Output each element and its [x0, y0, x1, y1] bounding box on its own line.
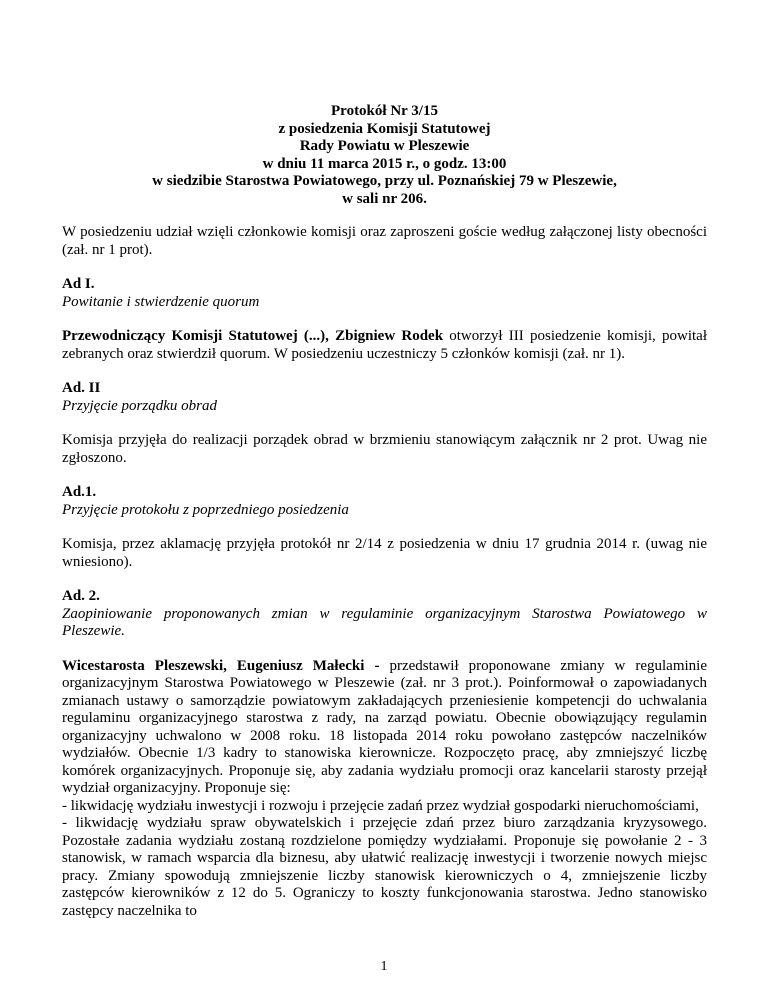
paragraph-text: przedstawił proponowane zmiany w regulaminie organizacyjnym Starostwa Powiatowego w Pleszewie (zał. nr 3 prot.). Poinformował o zapowiadanych zmianach ustawy o samorządzie powiatowym zakładających przeniesienie kompetencji do uchwalania regulaminu organizacyjnego starostwa z rady, na zarząd powiatu. Obecnie obowiązujący regulamin organizacyjny uchwalono w 2008 roku. 18 listopada 2014 roku powołano zastępców naczelników wydziałów. Obecnie 1/3 kadry to stanowiska kierownicze. Rozpoczęto pracę, aby zmniejszyć liczbę komórek organizacyjnych. Proponuje się, aby zadania wydziału promocji oraz kancelarii starosty przejął wydział organizacyjny. Proponuje się: [62, 657, 707, 796]
section-ad-2-paragraph [62, 658, 707, 798]
section-title: Ad. II [62, 380, 101, 396]
section-ad-i [62, 276, 707, 311]
intro-paragraph: W posiedzeniu udział wzięli członkowie komisji oraz zaproszeni goście według załączonej listy obecności (zał. nr 1 prot). [62, 224, 707, 258]
section-subtitle: Przyjęcie porządku obrad [62, 397, 217, 414]
paragraph-text: otworzył III posiedzenie komisji, powitał zebranych oraz stwierdził quorum. W posiedzeniu uczestniczy 5 członków komisji (zał. nr 1). [62, 328, 707, 362]
list-item: - likwidację wydziału spraw obywatelskich i przejęcie zdań przez biuro zarządzania kryzysowego. Pozostałe zadania wydziału zostaną rozdzielone pomiędzy wydziałami. Proponuje się powołanie 2 - 3 stanowisk, w ramach wsparcia dla biznesu, aby ułatwić realizację inwestycji i tworzenie nowych miejsc pracy. Zmiany spowodują zmniejszenie liczby stanowisk kierowniczych o 4, zmniejszenie liczby zastępców kierowników z 12 do 5. Ograniczy to koszty funkcjonowania starostwa. Jedno stanowisko zastępcy naczelnika to [62, 815, 707, 919]
section-ad-ii-paragraph: Komisja przyjęła do realizacji porządek obrad w brzmieniu stanowiącym załącznik nr 2 prot. Uwag nie zgłoszono. [62, 432, 707, 466]
header-line: Rady Powiatu w Pleszewie [299, 138, 470, 154]
header-date: w dniu 11 marca 2015 r., o godz. 13:00 [262, 155, 507, 172]
section-title: Ad.1. [62, 484, 97, 500]
section-subtitle: Powitanie i stwierdzenie quorum [62, 293, 260, 310]
document-content [62, 103, 707, 920]
header-location: w siedzibie Starostwa Powiatowego, przy ul. Poznańskiej 79 w Pleszewie, [152, 173, 617, 189]
page-number: 1 [380, 959, 388, 974]
section-ad-1 [62, 484, 707, 519]
section-subtitle: Zaopiniowanie proponowanych zmian w regulaminie organizacyjnym Starostwa Powiatowego w Pleszewie. [62, 605, 707, 639]
section-ad-ii [62, 380, 707, 415]
section-subtitle: Przyjęcie protokołu z poprzedniego posiedzenia [62, 501, 349, 518]
speaker-name: Przewodniczący Komisji Statutowej (...), Zbigniew Rodek [62, 328, 444, 344]
section-title: Ad I. [62, 276, 95, 292]
protocol-header [62, 103, 707, 208]
list-item: - likwidację wydziału inwestycji i rozwoju i przejęcie zadań przez wydział gospodarki nieruchomościami, [62, 797, 699, 814]
section-ad-i-paragraph [62, 328, 707, 363]
section-ad-2 [62, 588, 707, 641]
speaker-name: Wicestarosta Pleszewski, Eugeniusz Małecki - [62, 657, 380, 674]
header-line: z posiedzenia Komisji Statutowej [278, 120, 491, 137]
header-title: Protokół Nr 3/15 [331, 103, 438, 119]
section-title: Ad. 2. [62, 588, 100, 604]
header-room: w sali nr 206. [342, 190, 427, 207]
section-ad-1-paragraph: Komisja, przez aklamację przyjęła protokół nr 2/14 z posiedzenia w dniu 17 grudnia 2014 r. (uwag nie wniesiono). [62, 536, 707, 570]
section-ad-2-body [62, 658, 707, 921]
